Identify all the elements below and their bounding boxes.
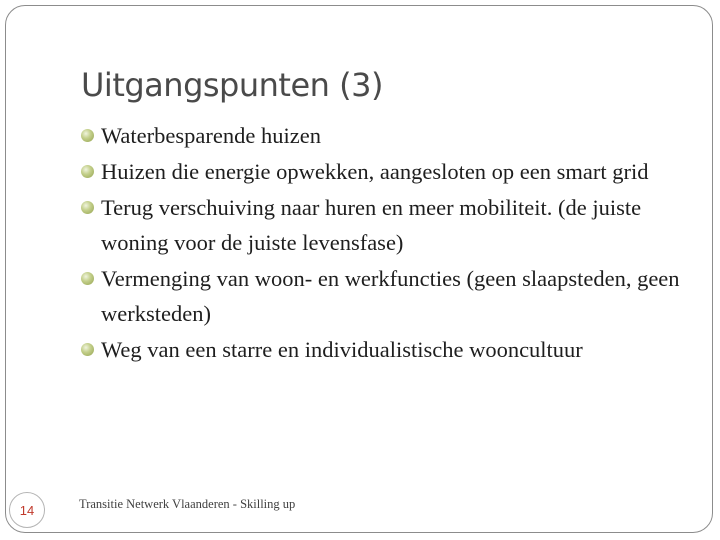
bullet-dot-icon [81, 165, 94, 178]
bullet-item [78, 154, 688, 189]
slide-footer: Transitie Netwerk Vlaanderen - Skilling up [79, 497, 296, 511]
bullet-text: Waterbesparende huizen [101, 123, 321, 148]
bullet-text: Huizen die energie opwekken, aangesloten op een smart grid [101, 159, 649, 184]
bullet-item [78, 261, 688, 331]
bullet-text: Weg van een starre en individualistische wooncultuur [101, 337, 583, 362]
page-number-badge [9, 492, 45, 528]
bullet-dot-icon [81, 272, 94, 285]
bullet-item [78, 118, 688, 153]
bullet-text: Terug verschuiving naar huren en meer mobiliteit. (de juiste woning voor de juiste levensfase) [101, 195, 642, 255]
bullet-dot-icon [81, 343, 94, 356]
bullet-item [78, 332, 688, 367]
bullet-item [78, 190, 688, 260]
bullet-list [78, 118, 688, 368]
slide [5, 5, 713, 533]
bullet-dot-icon [81, 201, 94, 214]
slide-title: Uitgangspunten (3) [81, 66, 383, 104]
bullet-text: Vermenging van woon- en werkfuncties (geen slaapsteden, geen werksteden) [101, 266, 680, 326]
page-number: 14 [19, 502, 35, 518]
bullet-dot-icon [81, 129, 94, 142]
